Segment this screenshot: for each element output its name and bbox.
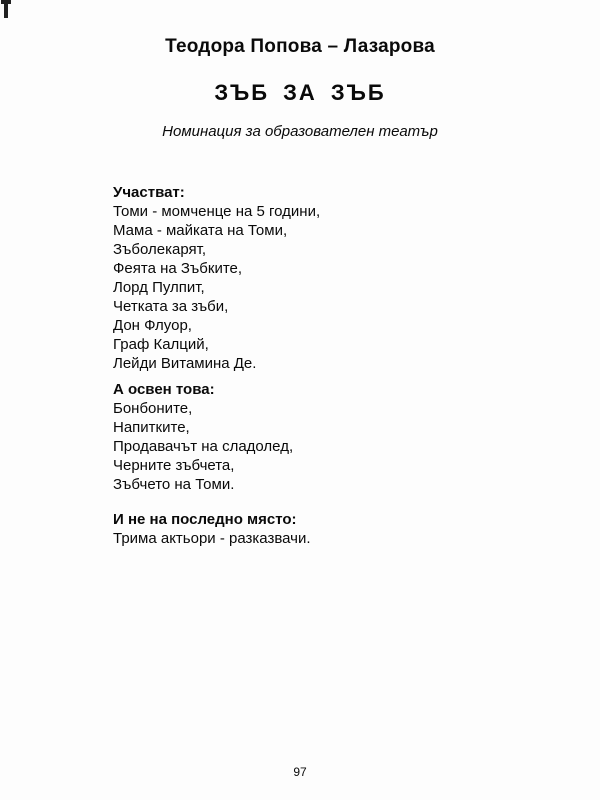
list-item: Лорд Пулпит, (113, 279, 205, 296)
section-heading: А освен това: (113, 381, 215, 398)
list-item: Напитките, (113, 419, 190, 436)
list-item: Зъбчето на Томи. (113, 476, 235, 493)
section-participants (113, 183, 513, 373)
section-heading: Участват: (113, 184, 185, 201)
list-item: Зъболекарят, (113, 241, 207, 258)
page-number: 97 (293, 765, 307, 779)
list-item: Томи - момченце на 5 години, (113, 203, 321, 220)
section-heading: И не на последно място: (113, 511, 297, 528)
author-name: Теодора Попова – Лазарова (165, 36, 435, 57)
section-also (113, 380, 513, 494)
list-item: Дон Флуор, (113, 317, 192, 334)
list-item: Бонбоните, (113, 400, 193, 417)
list-item: Трима актьори - разказвачи. (113, 530, 311, 547)
list-item: Феята на Зъбките, (113, 260, 243, 277)
list-item: Продавачът на сладолед, (113, 438, 294, 455)
list-item: Мама - майката на Томи, (113, 222, 288, 239)
scan-corner-mark (4, 0, 8, 18)
list-item: Граф Калций, (113, 336, 209, 353)
section-last-but-not-least (113, 510, 513, 548)
list-item: Четката за зъби, (113, 298, 229, 315)
list-item: Черните зъбчета, (113, 457, 235, 474)
play-title: ЗЪБ ЗА ЗЪБ (214, 80, 386, 105)
list-item: Лейди Витамина Де. (113, 355, 257, 372)
nomination-subtitle: Номинация за образователен театър (162, 123, 438, 140)
